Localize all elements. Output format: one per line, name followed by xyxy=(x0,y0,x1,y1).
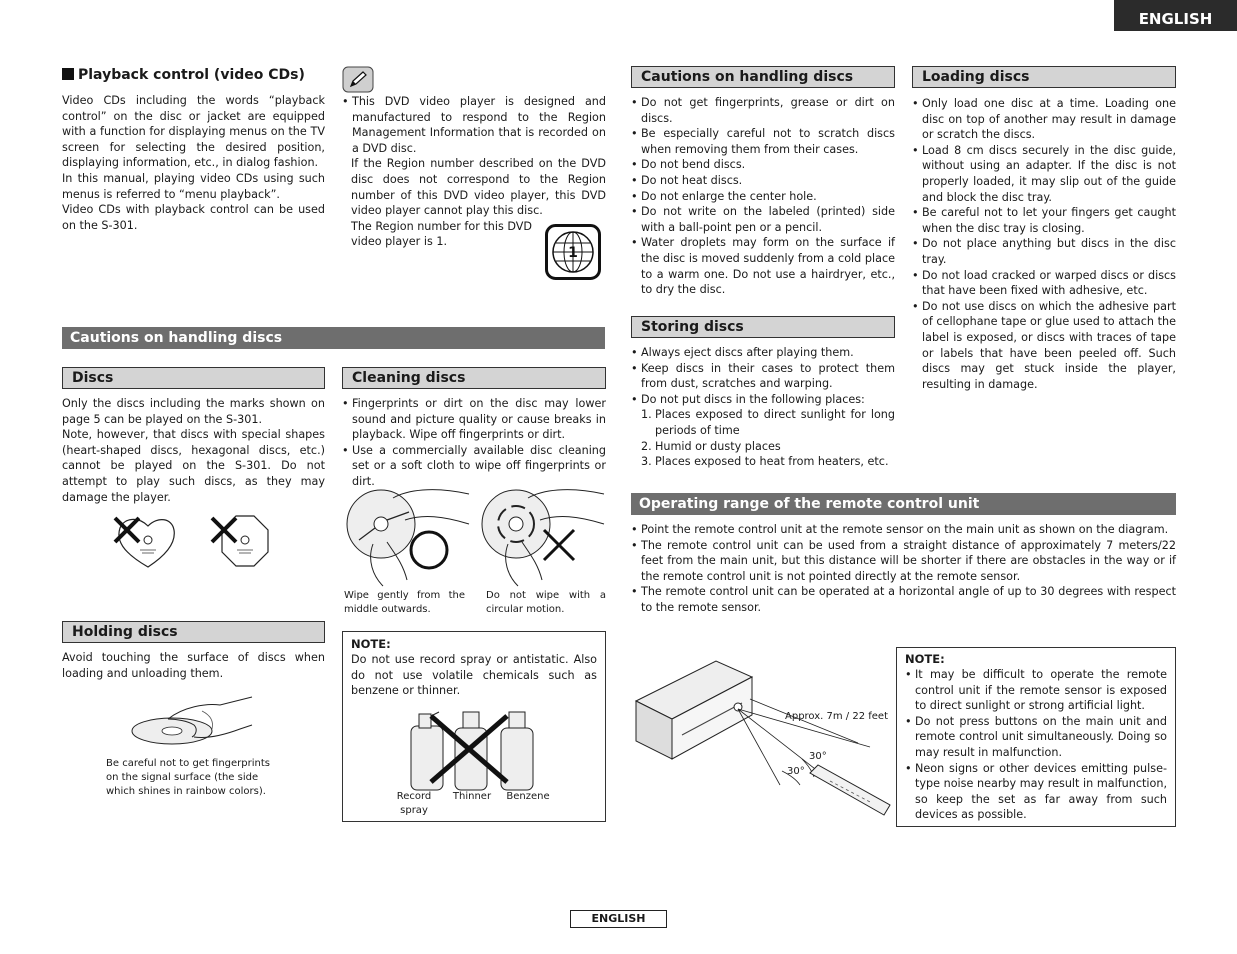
remote-note-head: NOTE: xyxy=(905,652,945,666)
remote-note-text xyxy=(905,667,1167,823)
loading-bullet: • Do not use discs on which the adhesive part of cellophane tape or glue used to attach the label is exposed, or discs with traces of tape or labels that have been peeled off. Such discs may get stuck inside the player, resulting in damage. xyxy=(912,299,1176,393)
storing-bullet: • Keep discs in their cases to protect them from dust, scratches and warping. xyxy=(631,361,895,392)
loading-header: Loading discs xyxy=(912,66,1176,88)
cleaning-header: Cleaning discs xyxy=(342,367,606,389)
bottles-crossed-illustration xyxy=(403,706,539,792)
square-bullet-icon xyxy=(62,68,74,80)
cautions-handling-header: Cautions on handling discs xyxy=(631,66,895,88)
language-tab: ENGLISH xyxy=(1114,0,1237,31)
remote-header: Operating range of the remote control unit xyxy=(631,493,1176,515)
cleaning-body xyxy=(342,396,606,490)
cautions-bullet: • Water droplets may form on the surface if the disc is moved suddenly from a cold place to a warm one. Do not use a hairdryer, etc., to dry the disc. xyxy=(631,235,895,297)
loading-bullet: • Load 8 cm discs securely in the disc guide, without using an adapter. If the disc is not properly loaded, it may slip out of the guide and block the disc tray. xyxy=(912,143,1176,205)
hexagon-disc-crossed-icon xyxy=(206,512,272,570)
wipe-correct-caption: Wipe gently from the middle outwards. xyxy=(344,590,465,615)
cautions-handling-body xyxy=(631,95,895,298)
storing-bullet: • Always eject discs after playing them. xyxy=(631,345,895,361)
remote-body xyxy=(631,522,1176,616)
cautions-bullet: • Do not enlarge the center hole. xyxy=(631,189,895,205)
playback-title xyxy=(62,66,332,84)
storing-bullet: • Do not put discs in the following places: xyxy=(631,392,895,408)
holding-header: Holding discs xyxy=(62,621,325,643)
discs-paragraph: Only the discs including the marks shown on page 5 can be played on the S-301. xyxy=(62,397,325,426)
remote-bullet: • Point the remote control unit at the remote sensor on the main unit as shown on the diagram. xyxy=(631,522,1176,538)
storing-body xyxy=(631,345,895,470)
loading-body xyxy=(912,96,1176,392)
playback-body xyxy=(62,93,325,233)
remote-bullet: • The remote control unit can be operated at a horizontal angle of up to 30 degrees with respect to the remote sensor. xyxy=(631,584,1176,615)
region-note-bullet: • This DVD video player is designed and manufactured to respond to the Region Management Information that is recorded on a DVD disc. xyxy=(342,94,606,156)
loading-bullet: • Only load one disc at a time. Loading one disc on top of another may result in damage or scratch the discs. xyxy=(912,96,1176,143)
region-number: 1 xyxy=(568,245,578,261)
storing-place-text: Humid or dusty places xyxy=(655,439,781,453)
loading-bullet: • Do not load cracked or warped discs or discs that have been fixed with adhesive, etc. xyxy=(912,268,1176,299)
remote-angle-label: 30° xyxy=(787,766,805,777)
cautions-bullet: • Do not write on the labeled (printed) side with a ball-point pen or a pencil. xyxy=(631,204,895,235)
cautions-bullet: • Do not heat discs. xyxy=(631,173,895,189)
bottle-label: Benzene xyxy=(506,791,550,802)
holding-caption: Be careful not to get fingerprints on the signal surface (the side which shines in rainbow colors). xyxy=(106,758,271,797)
remote-angle-label: 30° xyxy=(809,751,827,762)
bottle-label: Thinner xyxy=(452,791,492,802)
hand-holding-disc-illustration xyxy=(128,689,254,749)
storing-place: 3. Places exposed to heat from heaters, etc. xyxy=(641,455,889,469)
storing-place-text: Places exposed to direct sunlight for long periods of time xyxy=(655,408,895,437)
discs-paragraph: Note, however, that discs with special shapes (heart-shaped discs, hexagonal discs, etc.) cannot be played on the S-301. Do not attempt to play such discs, as they may damage the player. xyxy=(62,428,325,504)
remote-note-bullet: • Do not press buttons on the main unit and remote control unit simultaneously. Doing so may result in malfunction. xyxy=(905,714,1167,761)
wipe-correct-illustration xyxy=(343,484,471,588)
cleaning-bullet: • Fingerprints or dirt on the disc may lower sound and picture quality or cause breaks in playback. Wipe off fingerprints or dirt. xyxy=(342,396,606,443)
storing-place-text: Places exposed to heat from heaters, etc. xyxy=(655,455,889,469)
cautions-bullet: • Do not get fingerprints, grease or dirt on discs. xyxy=(631,95,895,126)
remote-distance-label: Approx. 7m / 22 feet xyxy=(785,711,888,722)
storing-header: Storing discs xyxy=(631,316,895,338)
wipe-wrong-caption: Do not wipe with a circular motion. xyxy=(486,590,606,615)
playback-title-text: Playback control (video CDs) xyxy=(78,67,305,83)
remote-range-diagram xyxy=(632,655,892,820)
discs-body xyxy=(62,396,325,505)
cautions-bullet: • Be especially careful not to scratch discs when removing them from their cases. xyxy=(631,126,895,157)
remote-bullet: • The remote control unit can be used from a straight distance of approximately 7 meters/22 feet from the main unit, but this distance will be shorter if there are obstacles in the way or if the remote control unit is not pointed directly at the remote sensor. xyxy=(631,538,1176,585)
heart-disc-crossed-icon xyxy=(112,512,178,570)
cleaning-note-head: NOTE: xyxy=(351,637,391,651)
playback-paragraph: In this manual, playing video CDs using such menus is referred to “menu playback”. xyxy=(62,171,325,201)
loading-bullet: • Be careful not to let your fingers get caught when the disc tray is closing. xyxy=(912,205,1176,236)
discs-header: Discs xyxy=(62,367,325,389)
region-globe-icon xyxy=(545,224,601,280)
bottle-label: Record spray xyxy=(396,791,432,816)
cautions-main-header: Cautions on handling discs xyxy=(62,327,605,349)
loading-bullet: • Do not place anything but discs in the disc tray. xyxy=(912,236,1176,267)
cleaning-bullet: • Use a commercially available disc cleaning set or a soft cloth to wipe off fingerprints or dirt. xyxy=(342,443,606,490)
remote-note-bullet: • Neon signs or other devices emitting pulse-type noise nearby may result in malfunction, so keep the set as far away from such devices as possible. xyxy=(905,761,1167,823)
holding-body: Avoid touching the surface of discs when loading and unloading them. xyxy=(62,651,325,680)
footer-language-box: ENGLISH xyxy=(570,910,667,928)
cleaning-note-box xyxy=(342,631,606,822)
storing-place: 2. Humid or dusty places xyxy=(641,439,781,453)
pencil-note-icon xyxy=(342,66,374,93)
storing-place: 1. Places exposed to direct sunlight for long periods of time xyxy=(641,408,895,437)
playback-paragraph: Video CDs including the words “playback control” on the disc or jacket are equipped with a function for displaying menus on the TV screen for selecting the desired position, displaying information, etc., in dialog fashion. xyxy=(62,94,325,170)
remote-note-box xyxy=(896,647,1176,827)
region-note-line: The Region number for this DVD video player is 1. xyxy=(351,219,533,249)
playback-paragraph: Video CDs with playback control can be used on the S-301. xyxy=(62,203,325,232)
cautions-bullet: • Do not bend discs. xyxy=(631,157,895,173)
remote-note-bullet: • It may be difficult to operate the remote control unit if the remote sensor is exposed to direct sunlight or strong artificial light. xyxy=(905,667,1167,714)
wipe-wrong-illustration xyxy=(478,484,606,588)
cleaning-note-text: Do not use record spray or antistatic. Also do not use volatile chemicals such as benzene or thinner. xyxy=(351,653,597,698)
region-note-line: If the Region number described on the DVD disc does not correspond to the Region number of this DVD video player, this DVD video player cannot play this disc. xyxy=(351,157,606,218)
